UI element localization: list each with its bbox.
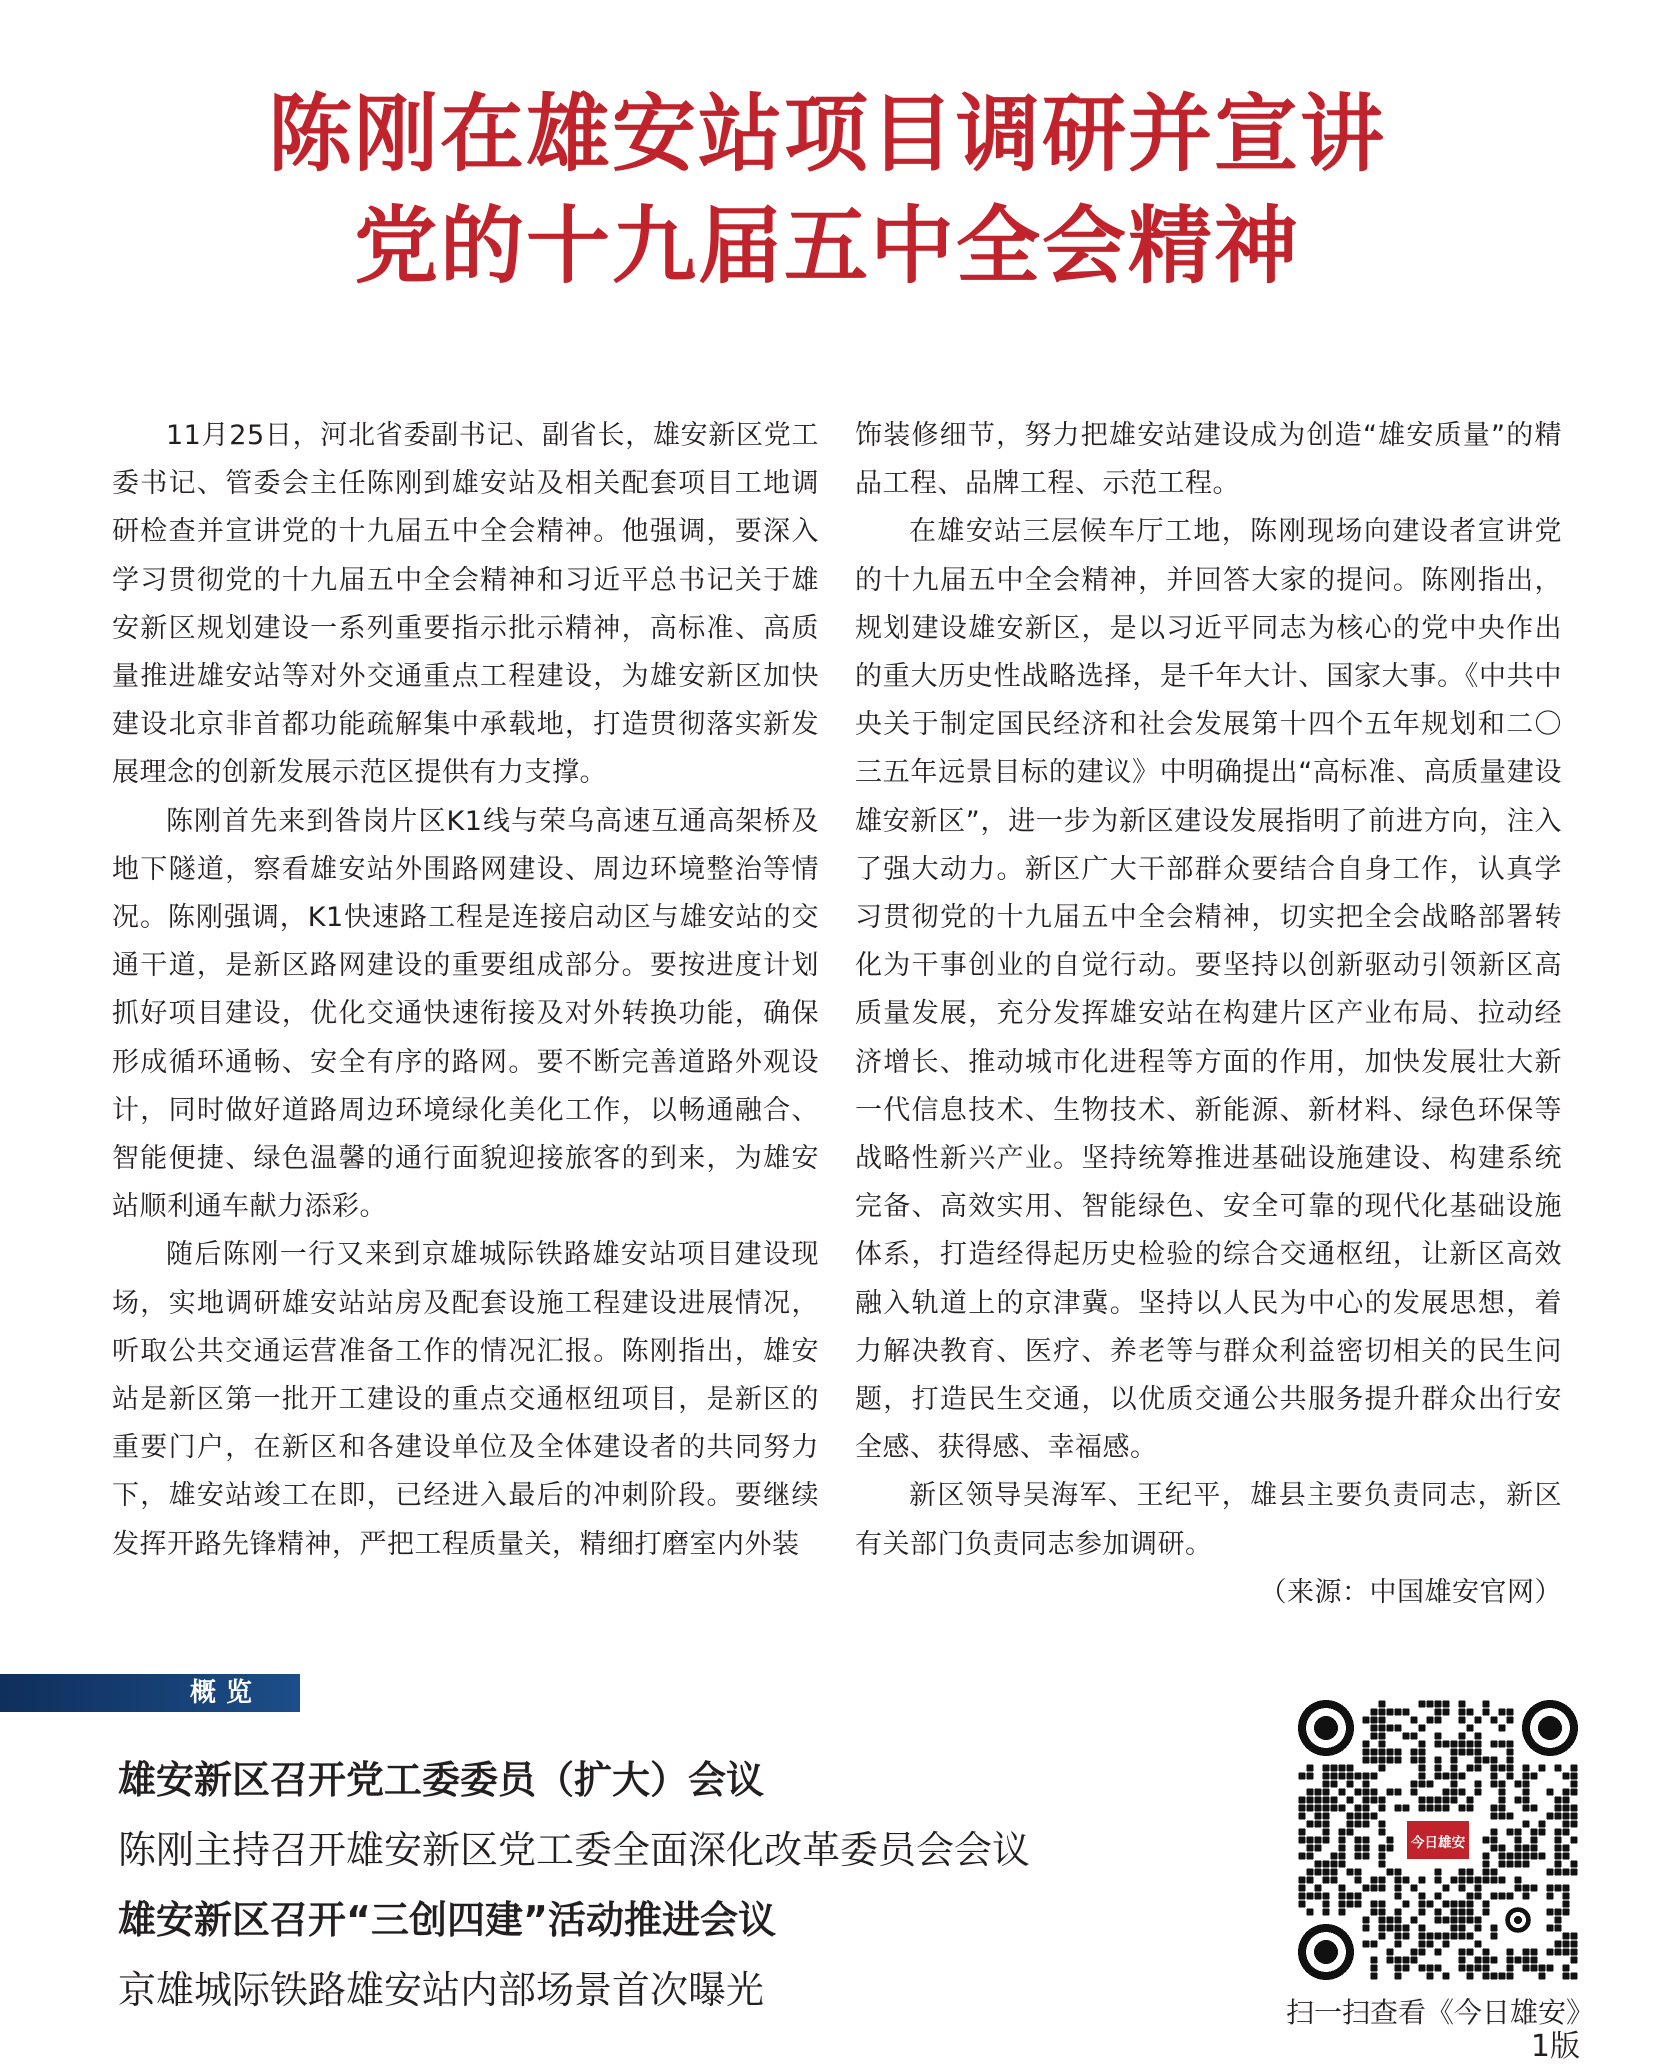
closing-text: 新区领导吴海军、王纪平，雄县主要负责同志，新区有关部门负责同志参加调研。 [855, 1480, 1562, 1560]
source-credit: （来源：中国雄安官网） [1259, 1576, 1562, 1608]
overview-item[interactable]: 雄安新区召开党工委委员（扩大）会议 [118, 1758, 765, 1802]
qr-finder-top-right [1522, 1700, 1578, 1756]
overview-header-bar [0, 1674, 300, 1712]
paragraph: 11月25日，河北省委副书记、副省长，雄安新区党工委书记、管委会主任陈刚到雄安站及相关配套项目工地调研检查并宣讲党的十九届五中全会精神。他强调，要深入学习贯彻党的十九届五中全会精神和习近平总书记关于雄安新区规划建设一系列重要指示批示精神，高标准、高质量推进雄安站等对外交通重点工程建设，为雄安新区加快建设北京非首都功能疏解集中承载地，打造贯彻落实新发展理念的创新发展示范区提供有力支撑。 [112, 420, 819, 789]
page-number: 1版 [1530, 2029, 1580, 2064]
article-column-left [112, 412, 819, 1617]
headline-line-1: 陈刚在雄安站项目调研并宣讲 [267, 84, 1386, 183]
paragraph: 在雄安站三层候车厅工地，陈刚现场向建设者宣讲党的十九届五中全会精神，并回答大家的提问。陈刚指出，规划建设雄安新区，是以习近平同志为核心的党中央作出的重大历史性战略选择，是千年大计、国家大事。《中共中央关于制定国民经济和社会发展第十四个五年规划和二〇三五年远景目标的建议》中明确提出“高标准、高质量建设雄安新区”，进一步为新区建设发展指明了前进方向，注入了强大动力。新区广大干部群众要结合自身工作，认真学习贯彻党的十九届五中全会精神，切实把全会战略部署转化为干事创业的自觉行动。要坚持以创新驱动引领新区高质量发展，充分发挥雄安站在构建片区产业布局、拉动经济增长、推动城市化进程等方面的作用，加快发展壮大新一代信息技术、生物技术、新能源、新材料、绿色环保等战略性新兴产业。坚持统筹推进基础设施建设、构建系统完备、高效实用、智能绿色、安全可靠的现代化基础设施体系，打造经得起历史检验的综合交通枢纽，让新区高效融入轨道上的京津冀。坚持以人民为中心的发展思想，着力解决教育、医疗、养老等与群众利益密切相关的民生问题，打造民生交通，以优质交通公共服务提升群众出行安全感、获得感、幸福感。 [855, 516, 1562, 1464]
overview-item[interactable]: 雄安新区召开“三创四建”活动推进会议 [118, 1898, 776, 1942]
paragraph-continued: 饰装修细节，努力把雄安站建设成为创造“雄安质量”的精品工程、品牌工程、示范工程。 [855, 420, 1562, 500]
overview-item[interactable]: 京雄城际铁路雄安站内部场景首次曝光 [118, 1968, 765, 2012]
headline-line-2: 党的十九届五中全会精神 [353, 196, 1300, 295]
article-column-right [855, 412, 1562, 1617]
overview-item[interactable]: 陈刚主持召开雄安新区党工委全面深化改革委员会会议 [118, 1828, 1031, 1872]
qr-finder-bottom-left [1298, 1924, 1354, 1980]
qr-finder-top-left [1298, 1700, 1354, 1756]
qr-code-icon [1298, 1700, 1578, 1980]
qr-alignment-mark [1505, 1907, 1531, 1933]
paragraph-closing [855, 1472, 1562, 1608]
qr-code[interactable] [1298, 1700, 1578, 1980]
qr-center-label: 今日雄安 [1410, 1835, 1466, 1852]
qr-center-logo [1402, 1816, 1474, 1864]
paragraph: 陈刚首先来到昝岗片区K1线与荣乌高速互通高架桥及地下隧道，察看雄安站外围路网建设、周边环境整治等情况。陈刚强调，K1快速路工程是连接启动区与雄安站的交通干道，是新区路网建设的重要组成部分。要按进度计划抓好项目建设，优化交通快速衔接及对外转换功能，确保形成循环通畅、安全有序的路网。要不断完善道路外观设计，同时做好道路周边环境绿化美化工作，以畅通融合、智能便捷、绿色温馨的通行面貌迎接旅客的到来，为雄安站顺利通车献力添彩。 [112, 805, 819, 1223]
overview-list [118, 1745, 1030, 2025]
qr-caption: 扫一扫查看《今日雄安》 [1285, 1996, 1594, 2029]
paragraph: 随后陈刚一行又来到京雄城际铁路雄安站项目建设现场，实地调研雄安站站房及配套设施工程建设进展情况，听取公共交通运营准备工作的情况汇报。陈刚指出，雄安站是新区第一批开工建设的重点交通枢纽项目，是新区的重要门户，在新区和各建设单位及全体建设者的共同努力下，雄安站竣工在即，已经进入最后的冲刺阶段。要继续发挥开路先锋精神，严把工程质量关，精细打磨室内外装 [112, 1239, 819, 1560]
article-body [112, 412, 1562, 1617]
overview-label: 概览 [190, 1678, 263, 1708]
headline [0, 78, 1654, 302]
